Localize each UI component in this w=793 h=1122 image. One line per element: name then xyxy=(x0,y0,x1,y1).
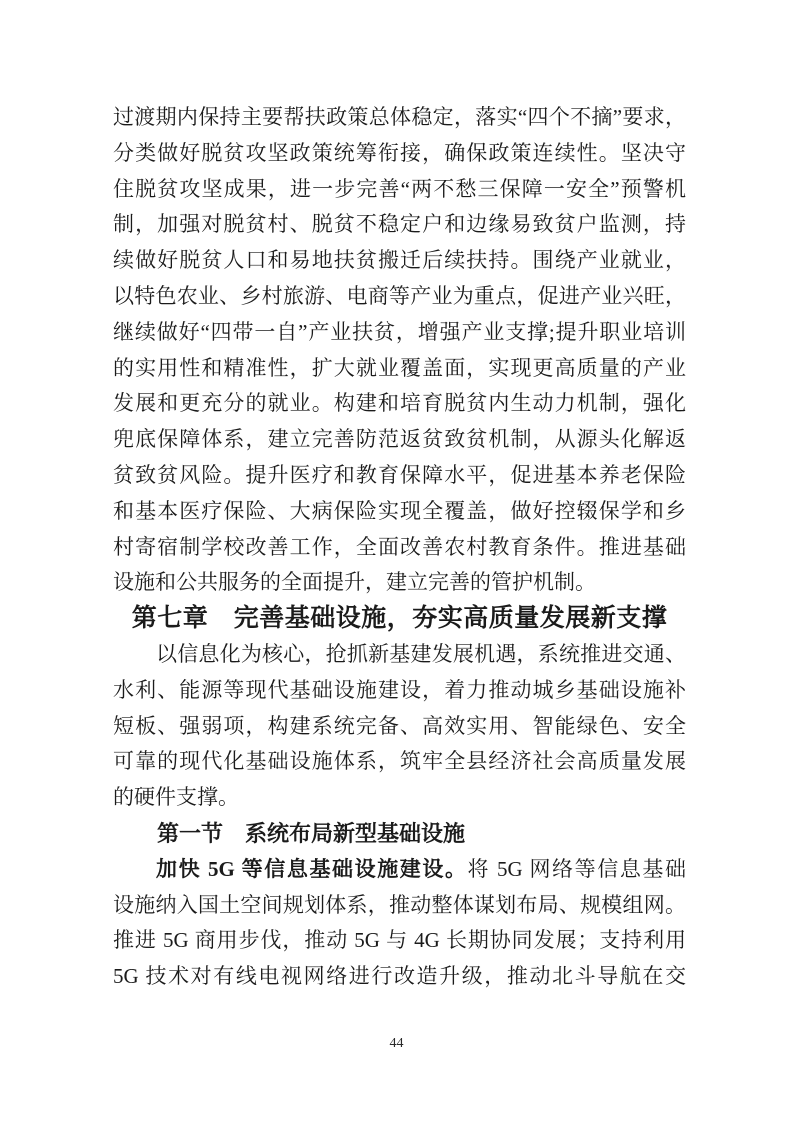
paragraph-5g-infrastructure xyxy=(113,852,686,995)
body-line: 短板、强弱项，构建系统完备、高效实用、智能绿色、安全 xyxy=(113,713,686,738)
body-line: 设施纳入国土空间规划体系，推动整体谋划布局、规模组网。 xyxy=(113,892,686,917)
text-block xyxy=(113,100,686,995)
body-line: 可靠的现代化基础设施体系，筑牢全县经济社会高质量发展 xyxy=(113,749,686,774)
body-line: 发展和更充分的就业。构建和培育脱贫内生动力机制，强化 xyxy=(113,391,686,416)
paragraph-poverty-transition xyxy=(113,100,686,601)
body-line: 兜底保障体系，建立完善防范返贫致贫机制，从源头化解返 xyxy=(113,427,686,452)
body-line: 过渡期内保持主要帮扶政策总体稳定，落实“四个不摘”要求， xyxy=(113,105,686,129)
body-line: 续做好脱贫人口和易地扶贫搬迁后续扶持。围绕产业就业， xyxy=(113,248,686,273)
body-line: 5G 技术对有线电视网络进行改造升级，推动北斗导航在交 xyxy=(113,964,686,989)
body-line: 贫致贫风险。提升医疗和教育保障水平，促进基本养老保险 xyxy=(113,462,686,487)
body-line: 以信息化为核心，抢抓新基建发展机遇，系统推进交通、 xyxy=(156,641,686,666)
body-line: 住脱贫攻坚成果，进一步完善“两不愁三保障一安全”预警机 xyxy=(113,176,686,201)
body-line: 设施和公共服务的全面提升，建立完善的管护机制。 xyxy=(113,570,596,595)
chapter-7-heading: 第七章 完善基础设施，夯实高质量发展新支撑 xyxy=(131,604,668,633)
body-line: 的硬件支撑。 xyxy=(113,785,239,810)
body-line: 继续做好“四带一自”产业扶贫，增强产业支撑;提升职业培训 xyxy=(113,319,686,344)
paragraph-infrastructure-overview xyxy=(113,637,686,816)
body-line: 以特色农业、乡村旅游、电商等产业为重点，促进产业兴旺， xyxy=(113,283,686,308)
body-line: 制，加强对脱贫村、脱贫不稳定户和边缘易致贫户监测，持 xyxy=(113,212,686,237)
body-line: 的实用性和精准性，扩大就业覆盖面，实现更高质量的产业 xyxy=(113,355,686,380)
bold-lead-text: 加快 5G 等信息基础设施建设。 xyxy=(156,856,468,881)
body-line xyxy=(113,852,686,888)
section-1-heading: 第一节 系统布局新型基础设施 xyxy=(157,820,466,846)
body-line: 分类做好脱贫攻坚政策统筹衔接，确保政策连续性。坚决守 xyxy=(113,140,686,165)
lead-rest-text: 将 5G 网络等信息基础 xyxy=(467,856,686,881)
body-line: 村寄宿制学校改善工作，全面改善农村教育条件。推进基础 xyxy=(113,534,686,559)
page-number: 44 xyxy=(389,1036,404,1051)
body-line: 推进 5G 商用步伐，推动 5G 与 4G 长期协同发展；支持利用 xyxy=(113,928,686,953)
page-footer xyxy=(0,1036,793,1052)
body-line: 和基本医疗保险、大病保险实现全覆盖，做好控辍保学和乡 xyxy=(113,498,686,523)
body-line: 水利、能源等现代基础设施建设，着力推动城乡基础设施补 xyxy=(113,677,686,702)
